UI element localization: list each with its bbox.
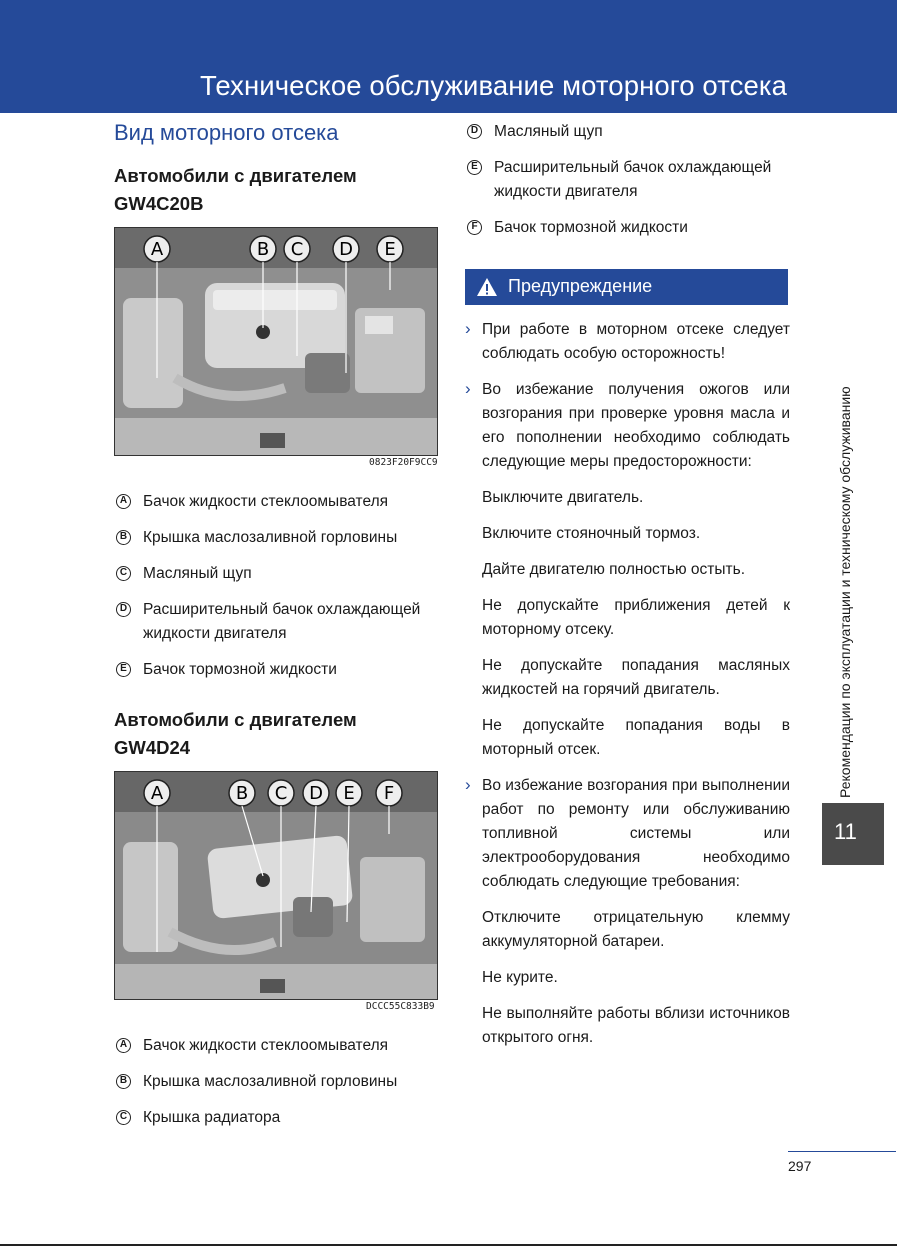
- image-code: DCCC55C833B9: [366, 1001, 435, 1012]
- legend-item: [467, 156, 794, 204]
- legend-text: Крышка маслозаливной горловины: [143, 1073, 398, 1090]
- letter-badge: E: [116, 662, 131, 677]
- warning-step: Дайте двигателю полностью остыть.: [482, 561, 746, 578]
- warning-step: Включите стояночный тормоз.: [482, 525, 701, 542]
- legend-item: [116, 1106, 446, 1130]
- legend-item: [467, 120, 787, 144]
- warning-step: Не курите.: [482, 969, 558, 986]
- letter-badge: C: [116, 566, 131, 581]
- legend-item: [116, 1034, 446, 1058]
- engine-heading-gw4d24: [114, 706, 357, 762]
- callout-F-label: F: [383, 783, 395, 804]
- callout-A-label: A: [150, 783, 164, 804]
- letter-badge: E: [467, 160, 482, 175]
- letter-badge: B: [116, 1074, 131, 1089]
- letter-badge: C: [116, 1110, 131, 1125]
- engine-photo-gw4d24: [114, 771, 438, 1000]
- image-code: 0823F20F9CC9: [369, 457, 438, 468]
- chapter-tab: [822, 803, 884, 865]
- letter-badge: F: [467, 220, 482, 235]
- warning-step: Не допускайте попадания масляных жидкостей на горячий двигатель.: [482, 657, 790, 698]
- legend-text: Расширительный бачок охлаждающей жидкости двигателя: [143, 601, 421, 642]
- legend-text: Расширительный бачок охлаждающей жидкости двигателя: [494, 159, 772, 200]
- legend-gw4c20b: [116, 490, 446, 682]
- warning-step: Не выполняйте работы вблизи источников открытого огня.: [482, 1005, 790, 1046]
- legend-text: Масляный щуп: [494, 123, 603, 140]
- legend-item: [116, 1070, 446, 1094]
- letter-badge: A: [116, 1038, 131, 1053]
- callout-D-label: D: [339, 239, 353, 260]
- chapter-number: 11: [834, 819, 857, 844]
- legend-item: [467, 216, 787, 240]
- section-title: Вид моторного отсека: [114, 120, 339, 145]
- bottom-rule: [0, 1244, 897, 1246]
- callout-C-label: C: [290, 239, 304, 260]
- legend-item: [116, 562, 446, 586]
- heading-line: Автомобили с двигателем: [114, 165, 357, 186]
- warning-bullet: › Во избежание получения ожогов или возгорания при проверке уровня масла и его пополнении необходимо соблюдать следующие меры предосторожности:: [465, 378, 790, 474]
- legend-gw4d24: [116, 1034, 446, 1130]
- warning-step: Отключите отрицательную клемму аккумуляторной батареи.: [482, 909, 790, 950]
- callout-E-label: E: [343, 783, 355, 804]
- legend-item: [116, 490, 446, 514]
- letter-badge: A: [116, 494, 131, 509]
- legend-text: Бачок тормозной жидкости: [143, 661, 337, 678]
- warning-step: Не допускайте попадания воды в моторный отсек.: [482, 717, 790, 758]
- callout-D-label: D: [309, 783, 323, 804]
- page-header-title: Техническое обслуживание моторного отсека: [200, 70, 787, 101]
- legend-text: Масляный щуп: [143, 565, 252, 582]
- heading-line: Автомобили с двигателем: [114, 709, 357, 730]
- warning-step: Выключите двигатель.: [482, 489, 644, 506]
- chapter-side-label: Рекомендации по эксплуатации и техническому обслуживанию: [837, 386, 853, 798]
- legend-item: [116, 526, 446, 550]
- legend-text: Крышка маслозаливной горловины: [143, 529, 398, 546]
- legend-item: [116, 598, 443, 646]
- engine-illustration: [115, 228, 437, 455]
- engine-illustration: [115, 772, 437, 999]
- warning-header: [465, 269, 788, 305]
- callout-E-label: E: [384, 239, 396, 260]
- warning-body: [465, 318, 790, 1050]
- warning-icon: [476, 277, 498, 297]
- heading-model: GW4C20B: [114, 193, 204, 214]
- warning-bullet: › Во избежание возгорания при выполнении работ по ремонту или обслуживанию топливной системы или электрооборудования необходимо соблюдать следующие требования:: [465, 774, 790, 894]
- legend-text: Бачок жидкости стеклоомывателя: [143, 1037, 389, 1054]
- engine-heading-gw4c20b: [114, 162, 357, 218]
- callout-B-label: B: [235, 783, 249, 804]
- letter-badge: D: [467, 124, 482, 139]
- footer-divider: [788, 1151, 896, 1152]
- legend-text: Бачок жидкости стеклоомывателя: [143, 493, 389, 510]
- callout-B-label: B: [256, 239, 270, 260]
- callout-C-label: C: [274, 783, 288, 804]
- engine-photo-gw4c20b: [114, 227, 438, 456]
- callout-A-label: A: [150, 239, 164, 260]
- warning-step: Не допускайте приближения детей к моторному отсеку.: [482, 597, 790, 638]
- warning-bullet: › При работе в моторном отсеке следует соблюдать особую осторожность!: [465, 318, 790, 366]
- legend-text: Бачок тормозной жидкости: [494, 219, 688, 236]
- legend-text: Крышка радиатора: [143, 1109, 281, 1126]
- heading-model: GW4D24: [114, 737, 191, 758]
- warning-title: Предупреждение: [508, 276, 653, 296]
- legend-item: [116, 658, 446, 682]
- letter-badge: B: [116, 530, 131, 545]
- page-number: 297: [788, 1158, 812, 1174]
- legend-gw4d24-continued: [467, 120, 787, 240]
- letter-badge: D: [116, 602, 131, 617]
